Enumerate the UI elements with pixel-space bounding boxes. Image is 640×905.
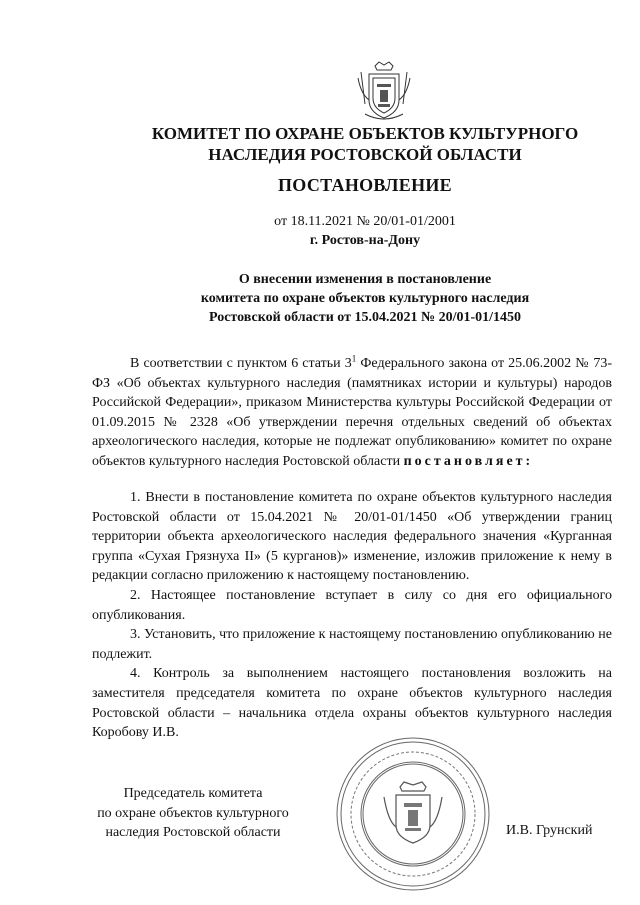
org-line-1: КОМИТЕТ ПО ОХРАНЕ ОБЪЕКТОВ КУЛЬТУРНОГО [151,124,579,143]
resolution-item: 4. Контроль за выполнением настоящего постановления возложить на заместителя председателя комитета по охране объектов культурного наследия Ростовской области – начальника отдела охраны объектов культурного наследия Коробову И.В. [92,666,612,741]
preamble-part-1: В соответствии с пунктом 6 статьи 3 [130,356,352,371]
organization-name [100,123,630,165]
subject-line-2: комитета по охране объектов культурного наследия [200,291,530,306]
resolves-word: постановляет: [403,453,534,469]
document-city: г. Ростов-на-Дону [309,233,421,248]
subject-line-1: О внесении изменения в постановление [238,272,492,287]
document-subject [100,270,630,327]
preamble-paragraph [92,354,612,472]
document-date-number: от 18.11.2021 № 20/01-01/2001 [274,214,456,229]
official-seal-icon [334,735,492,893]
signatory-position [80,784,306,843]
resolution-item: 2. Настоящее постановление вступает в силу со дня его официального опубликования. [92,587,612,623]
org-line-2: НАСЛЕДИЯ РОСТОВСКОЙ ОБЛАСТИ [208,145,522,164]
position-line-3: наследия Ростовской области [105,825,281,841]
coat-of-arms-icon [355,60,413,126]
resolution-items [92,488,612,743]
resolution-item: 1. Внести в постановление комитета по охране объектов культурного наследия Ростовской области от 15.04.2021 № 20/01-01/1450 «Об утверждении границ территории объекта археологического наследия федерального значения «Курганная группа «Сухая Грязнуха II» (5 курганов)» изменение, изложив приложение к нему в редакции согласно приложению к настоящему постановлению. [92,490,612,584]
position-line-2: по охране объектов культурного [97,805,289,821]
preamble-part-2: Федерального закона от 25.06.2002 № 73-ФЗ «Об объектах культурного наследия (памятниках истории и культуры) народов Российской Федерации», приказом Министерства культуры Российской Федерации от 01.09.2015 № 2328 «Об утверждении перечня отдельных сведений об объектах археологического наследия, которые не подлежат опубликованию» комитет по охране объектов культурного наследия Ростовской области [92,356,613,469]
article-superscript: 1 [351,353,357,364]
signatory-name: И.В. Грунский [506,823,593,838]
position-line-1: Председатель комитета [123,786,263,801]
subject-line-3: Ростовской области от 15.04.2021 № 20/01-01/1450 [208,310,522,325]
document-type: ПОСТАНОВЛЕНИЕ [278,175,452,195]
resolution-item: 3. Установить, что приложение к настоящему постановлению опубликованию не подлежит. [92,627,612,662]
